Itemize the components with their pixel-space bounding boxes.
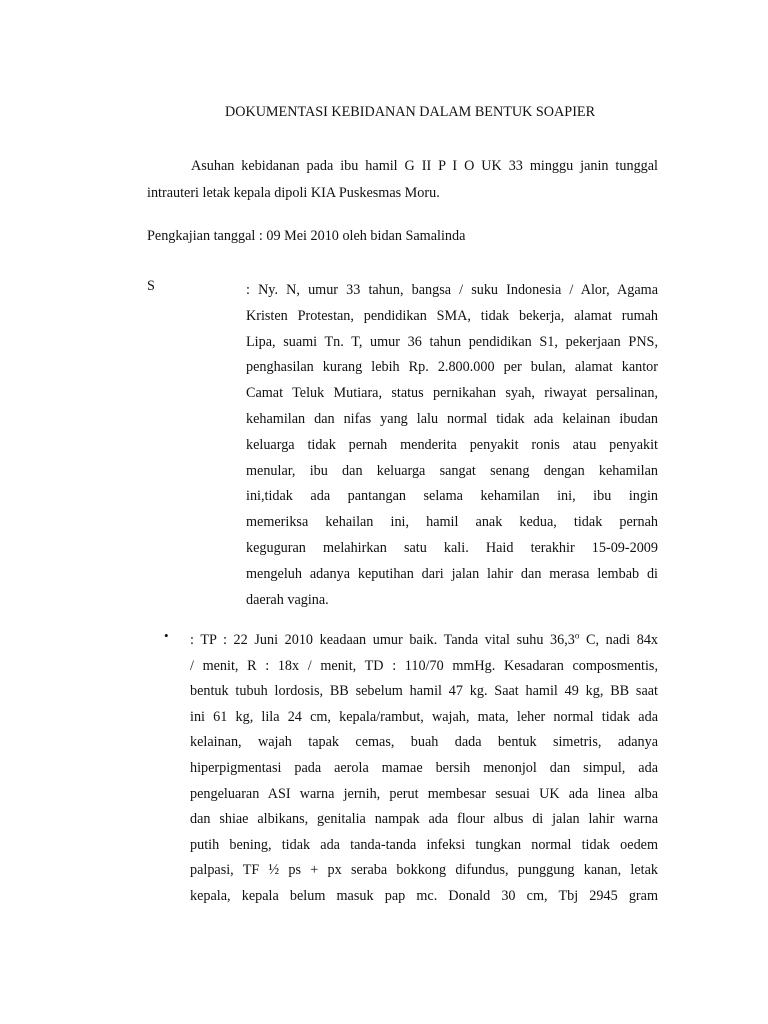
subjective-line: mengeluh adanya keputihan dari jalan lahir dan merasa lembab di bbox=[246, 565, 658, 582]
subjective-line: daerah vagina. bbox=[246, 591, 329, 608]
document-title: DOKUMENTASI KEBIDANAN DALAM BENTUK SOAPIER bbox=[224, 104, 596, 120]
objective-section bbox=[190, 628, 658, 910]
objective-line: palpasi, TF ½ ps + px seraba bokkong difundus, punggung kanan, letak bbox=[190, 862, 658, 879]
objective-line: bentuk tubuh lordosis, BB sebelum hamil 47 kg. Saat hamil 49 kg, BB saat bbox=[190, 683, 658, 700]
subjective-line: Kristen Protestan, pendidikan SMA, tidak bekerja, alamat rumah bbox=[246, 307, 658, 324]
subjective-line: keluarga tidak pernah menderita penyakit ronis atau penyakit bbox=[246, 436, 658, 453]
objective-line: kepala, kepala belum masuk pap mc. Donald 30 cm, Tbj 2945 gram bbox=[190, 887, 658, 904]
subjective-line: : Ny. N, umur 33 tahun, bangsa / suku Indonesia / Alor, Agama bbox=[246, 282, 658, 298]
subjective-label: S bbox=[147, 278, 155, 294]
subjective-line: ini,tidak ada pantangan selama kehamilan ini, ibu ingin bbox=[246, 488, 658, 505]
list-bullet: • bbox=[164, 628, 169, 643]
assessment-date-line: Pengkajian tanggal : 09 Mei 2010 oleh bidan Samalinda bbox=[147, 228, 466, 244]
subjective-line: menular, ibu dan keluarga sangat senang dengan kehamilan bbox=[246, 462, 658, 479]
objective-line: / menit, R : 18x / menit, TD : 110/70 mmHg. Kesadaran composmentis, bbox=[190, 657, 658, 674]
subjective-line: Lipa, suami Tn. T, umur 36 tahun pendidikan S1, pekerjaan PNS, bbox=[246, 333, 658, 350]
degree-superscript: o bbox=[574, 630, 580, 641]
objective-line: ini 61 kg, lila 24 cm, kepala/rambut, wajah, mata, leher normal tidak ada bbox=[190, 708, 658, 725]
subjective-line: keguguran melahirkan satu kali. Haid terakhir 15-09-2009 bbox=[246, 539, 658, 556]
intro-paragraph: Asuhan kebidanan pada ibu hamil G II P I O UK 33 minggu janin tunggal intrauteri letak kepala dipoli KIA Puskesmas Moru. bbox=[147, 158, 658, 201]
subjective-section bbox=[246, 278, 658, 613]
objective-line: dan shiae albikans, genitalia nampak ada flour albus di jalan lahir warna bbox=[190, 811, 658, 828]
objective-line: pengeluaran ASI warna jernih, perut membesar sesuai UK ada linea alba bbox=[190, 785, 658, 802]
subjective-line: kehamilan dan nifas yang lalu normal tidak ada kelainan ibudan bbox=[246, 410, 658, 427]
subjective-line: memeriksa kehailan ini, hamil anak kedua, tidak pernah bbox=[246, 514, 658, 531]
objective-line-end: C, nadi 84x bbox=[579, 632, 659, 648]
subjective-line: penghasilan kurang lebih Rp. 2.800.000 per bulan, alamat kantor bbox=[246, 359, 658, 376]
subjective-line: Camat Teluk Mutiara, status pernikahan syah, riwayat persalinan, bbox=[246, 385, 658, 402]
objective-line: kelainan, wajah tapak cemas, buah dada bentuk simetris, adanya bbox=[190, 734, 658, 751]
objective-line bbox=[190, 628, 658, 654]
objective-line: putih bening, tidak ada tanda-tanda infeksi tungkan normal tidak oedem bbox=[190, 836, 658, 853]
objective-line: hiperpigmentasi pada aerola mamae bersih menonjol dan simpul, ada bbox=[190, 759, 658, 776]
objective-line-start: : TP : 22 Juni 2010 keadaan umur baik. Tanda vital suhu 36,3 bbox=[190, 632, 575, 648]
